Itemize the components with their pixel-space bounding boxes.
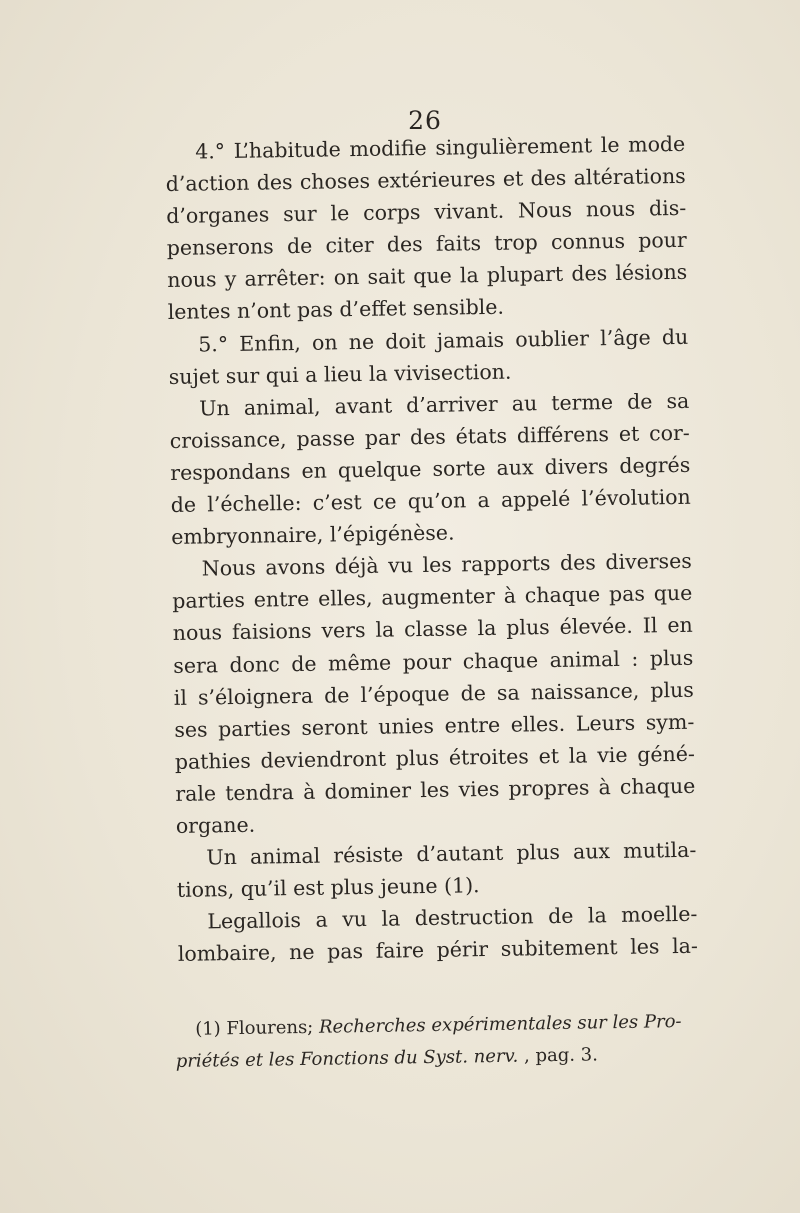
text-line: rale tendra à dominer les vies propres à chaque (175, 773, 696, 806)
text-line: parties entre elles, augmenter à chaque pas que (172, 581, 693, 614)
text-line: 4.° L’habitude modifie singulièrement le mode (195, 131, 686, 164)
footnote-author: Flourens; (226, 1016, 314, 1040)
text-line: nous y arrêter: on sait que la plupart des lésions (167, 260, 688, 293)
text-line: Legallois a vu la destruction de la moelle- (207, 901, 698, 934)
page-number: 26 (408, 106, 442, 135)
text-line: il s’éloignera de l’époque de sa naissance, plus (173, 677, 694, 710)
body-text (165, 128, 698, 971)
footnote (175, 1006, 682, 1078)
text-line: croissance, passe par des états différens et cor- (169, 420, 690, 453)
text-line: penserons de citer des faits trop connus pour (166, 228, 687, 261)
text-line: lombaire, ne pas faire périr subitement les la- (177, 934, 698, 967)
footnote-page-ref: , pag. 3. (523, 1044, 599, 1067)
text-line: de l’échelle: c’est ce qu’on a appelé l’évolution (170, 484, 691, 517)
footnote-title: Recherches expérimentales sur les Pro- (318, 1011, 682, 1038)
text-line: d’organes sur le corps vivant. Nous nous dis- (166, 196, 687, 229)
footnote-line (176, 1038, 676, 1078)
text-line: ses parties seront unies entre elles. Leurs sym- (174, 709, 695, 742)
text-line: sera donc de même pour chaque animal : plus (173, 645, 694, 678)
text-line: embryonnaire, l’épigénèse. (171, 520, 455, 550)
text-line: nous faisions vers la classe la plus élevée. Il en (172, 613, 693, 646)
text-line: tions, qu’il est plus jeune (1). (176, 873, 480, 903)
text-line: sujet sur qui a lieu la vivisection. (168, 359, 512, 389)
text-line: lentes n’ont pas d’effet sensible. (167, 295, 505, 325)
text-line: d’action des choses extérieures et des altérations (165, 163, 686, 197)
text-line: 5.° Enfin, on ne doit jamais oublier l’âge du (198, 324, 689, 357)
text-line: Un animal, avant d’arriver au terme de sa (199, 388, 690, 421)
text-line: Nous avons déjà vu les rapports des diverses (201, 548, 692, 581)
text-line: organe. (175, 812, 256, 838)
text-line: pathies deviendront plus étroites et la vie géné- (174, 741, 695, 774)
text-line: Un animal résiste d’autant plus aux mutila- (206, 837, 697, 870)
footnote-marker: (1) (195, 1018, 221, 1040)
footnote-title-cont: priétés et les Fonctions du Syst. nerv. (175, 1045, 519, 1072)
text-line: respondans en quelque sorte aux divers degrés (170, 452, 691, 485)
